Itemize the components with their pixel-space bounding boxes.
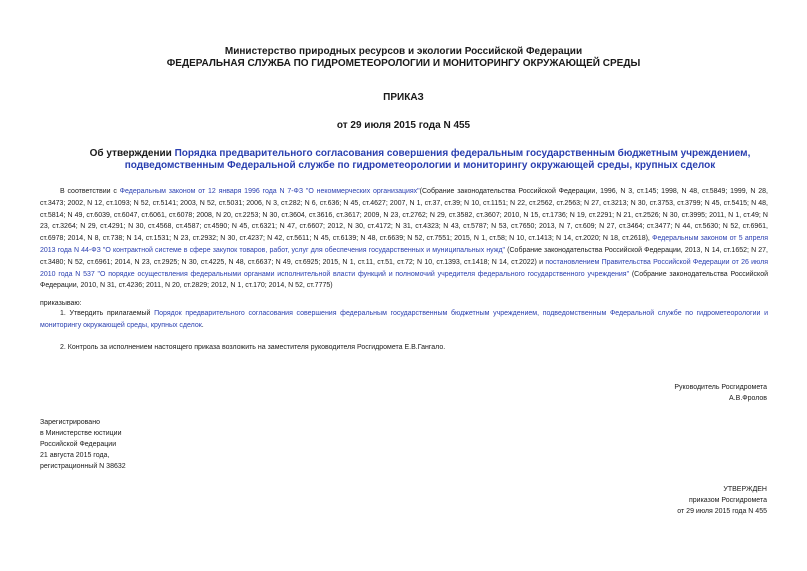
- order-item-1: [40, 308, 768, 332]
- procedure-link[interactable]: Порядок предварительного согласования совершения федеральным государственным бюджетным учреждением, подведомственным Федеральной службе по гидрометеорологии и мониторингу окружающей среды, крупных сделок: [40, 310, 768, 329]
- approval-line-2: приказом Росгидромета: [689, 497, 767, 504]
- preamble-text-1: В соответствии с: [60, 188, 120, 195]
- preamble-text-2: (Собрание законодательства Российской Федерации, 1996, N 3, ст.145; 1998, N 48, ст.5849; 1999, N 28, ст.3473; 2002, N 12, ст.1093; N 52, ст.5141; 2003, N 52, ст.5031; 2006, N 3, ст.282; N 6, ст.636; N 45, ст.4627; 2007, N 1, ст.37, ст.39; N 10, ст.1151; N 22, ст.2562, ст.2563; N 27, ст.3213; N 30, ст.3753, ст.3799; N 45, ст.5415; N 48, ст.5814; N 49, ст.6039, ст.6047, ст.6061, ст.6078; 2008, N 20, ст.2253; N 30, ст.3604, ст.3616, ст.3617; 2009, N 23, ст.2762; N 29, ст.3582, ст.3607; 2010, N 15, ст.1736; N 19, ст.2291; N 21, ст.2526; N 30, ст.3995; 2011, N 1, ст.49; N 23, ст.3264; N 29, ст.4291; N 30, ст.4568, ст.4587; ст.4590; N 45, ст.6321; N 47, ст.6607; 2012, N 30, ст.4172; N 31, ст.4323; N 43, ст.5787; N 53, ст.7650; 2013, N 7, ст.609; N 27, ст.3464; ст.3477; N 44, ст.5630; N 52, ст.6961, ст.6978; 2014, N 8, ст.738; N 14, ст.1531; N 23, ст.2932; N 30, ст.4237; N 42, ст.5611; N 45, ст.6139; N 48, ст.6639; N 52, ст.7551; 2015, N 1, ст.58; N 10, ст.1413; N 14, ст.2020; N 18, ст.2618),: [40, 188, 769, 243]
- registration-line-2: в Министерстве юстиции: [40, 430, 122, 437]
- ministry-name: Министерство природных ресурсов и экологии Российской Федерации: [224, 46, 583, 57]
- preamble-text-3: (Собрание законодательства Российской Федерации, 2013, N 14, ст.1652; N 27, ст.3480; N 52, ст.6961; 2014, N 23, ст.2925; N 30, ст.4225, N 48, ст.6637; N 49, ст.6925; 2015, N 1, ст.11, ст.51, ст.72; N 10, ст.1393, ст.1418; N 14, ст.2022) и: [40, 246, 768, 266]
- orders-intro: приказываю:: [40, 300, 82, 307]
- order-item-2: 2. Контроль за исполнением настоящего приказа возложить на заместителя руководителя Росгидромета Е.В.Гангало.: [60, 344, 446, 351]
- document-type: ПРИКАЗ: [383, 92, 424, 103]
- service-name: ФЕДЕРАЛЬНАЯ СЛУЖБА ПО ГИДРОМЕТЕОРОЛОГИИ И МОНИТОРИНГУ ОКРУЖАЮЩЕЙ СРЕДЫ: [166, 58, 641, 69]
- order-item-1-prefix: 1. Утвердить прилагаемый: [60, 310, 155, 317]
- preamble-paragraph: [40, 186, 768, 292]
- approval-line-3: от 29 июля 2015 года N 455: [677, 508, 767, 515]
- law-link-44fz[interactable]: Федеральным законом от 5 апреля 2013 года N 44-ФЗ "О контрактной системе в сфере закупок товаров, работ, услуг для обеспечения государственных и муниципальных нужд": [40, 235, 768, 254]
- registration-line-1: Зарегистрировано: [40, 419, 100, 426]
- title-link[interactable]: Порядка предварительного согласования совершения федеральным государственным бюджетным учреждением, подведомственным Федеральной службе по гидрометеорологии и мониторингу окружающей среды, крупных сделок: [124, 148, 751, 171]
- order-item-1-suffix: .: [201, 321, 204, 329]
- law-link-7fz[interactable]: Федеральным законом от 12 января 1996 года N 7-ФЗ "О некоммерческих организациях": [119, 188, 420, 195]
- registration-line-5: регистрационный N 38632: [40, 463, 126, 470]
- preamble-text-4: (Собрание законодательства Российской Федерации, 2010, N 31, ст.4236; 2011, N 20, ст.2829; 2012, N 1, ст.170; 2014, N 52, ст.7775): [40, 270, 769, 290]
- document-date: от 29 июля 2015 года N 455: [336, 120, 471, 131]
- title-prefix: Об утверждении: [89, 148, 175, 159]
- approval-line-1: УТВЕРЖДЕН: [723, 486, 767, 493]
- document-title: [60, 148, 780, 172]
- registration-line-4: 21 августа 2015 года,: [40, 452, 110, 459]
- registration-line-3: Российской Федерации: [40, 441, 117, 448]
- signature-position: Руководитель Росгидромета: [674, 384, 767, 391]
- signature-name: А.В.Фролов: [729, 395, 767, 402]
- decree-link-537[interactable]: постановлением Правительства Российской Федерации от 26 июля 2010 года N 537 "О порядке осуществления федеральными органами исполнительной власти функций и полномочий учредителя федерального государственного учреждения": [40, 258, 769, 278]
